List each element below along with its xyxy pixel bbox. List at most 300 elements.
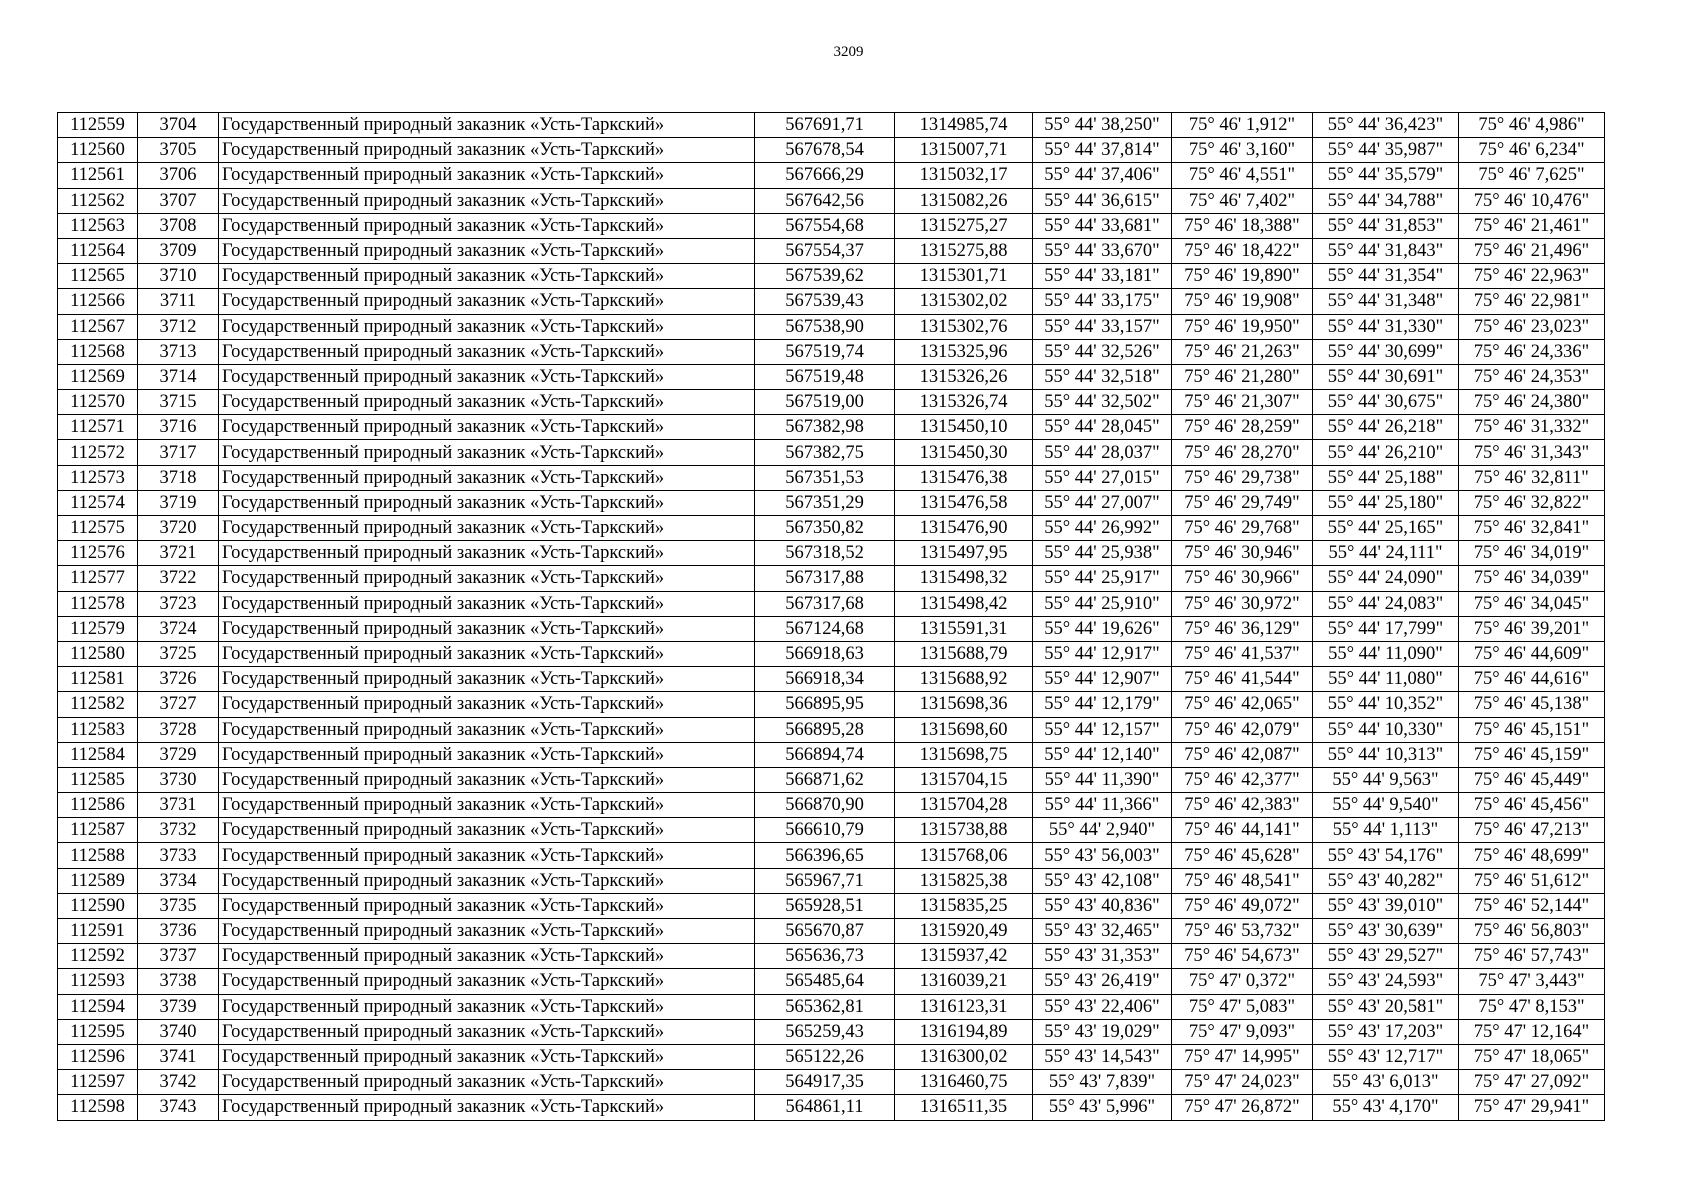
latitude-1-cell: 55° 44' 36,615": [1033, 188, 1172, 213]
longitude-2-cell: 75° 46' 21,461": [1459, 213, 1605, 238]
zone-name-cell: Государственный природный заказник «Усть-Таркский»: [219, 843, 755, 868]
x-coordinate-cell: 567539,62: [755, 264, 895, 289]
latitude-1-cell: 55° 43' 56,003": [1033, 843, 1172, 868]
x-coordinate-cell: 567351,29: [755, 490, 895, 515]
y-coordinate-cell: 1315825,38: [895, 868, 1033, 893]
zone-name-cell: Государственный природный заказник «Усть-Таркский»: [219, 944, 755, 969]
row-id-cell: 112592: [58, 944, 138, 969]
x-coordinate-cell: 565485,64: [755, 969, 895, 994]
latitude-2-cell: 55° 44' 24,083": [1313, 591, 1459, 616]
latitude-1-cell: 55° 43' 22,406": [1033, 994, 1172, 1019]
zone-name-cell: Государственный природный заказник «Усть-Таркский»: [219, 969, 755, 994]
longitude-2-cell: 75° 46' 21,496": [1459, 238, 1605, 263]
zone-name-cell: Государственный природный заказник «Усть-Таркский»: [219, 163, 755, 188]
y-coordinate-cell: 1315450,30: [895, 440, 1033, 465]
point-number-cell: 3723: [138, 591, 219, 616]
y-coordinate-cell: 1315688,92: [895, 667, 1033, 692]
longitude-2-cell: 75° 46' 57,743": [1459, 944, 1605, 969]
row-id-cell: 112559: [58, 113, 138, 138]
latitude-2-cell: 55° 43' 30,639": [1313, 919, 1459, 944]
row-id-cell: 112584: [58, 742, 138, 767]
x-coordinate-cell: 565122,26: [755, 1044, 895, 1069]
y-coordinate-cell: 1315082,26: [895, 188, 1033, 213]
x-coordinate-cell: 567678,54: [755, 138, 895, 163]
point-number-cell: 3742: [138, 1070, 219, 1095]
point-number-cell: 3725: [138, 641, 219, 666]
point-number-cell: 3721: [138, 541, 219, 566]
longitude-1-cell: 75° 46' 36,129": [1172, 616, 1313, 641]
latitude-2-cell: 55° 44' 31,843": [1313, 238, 1459, 263]
x-coordinate-cell: 567554,37: [755, 238, 895, 263]
x-coordinate-cell: 567351,53: [755, 465, 895, 490]
row-id-cell: 112561: [58, 163, 138, 188]
longitude-2-cell: 75° 46' 22,981": [1459, 289, 1605, 314]
point-number-cell: 3704: [138, 113, 219, 138]
longitude-2-cell: 75° 46' 51,612": [1459, 868, 1605, 893]
longitude-2-cell: 75° 46' 6,234": [1459, 138, 1605, 163]
zone-name-cell: Государственный природный заказник «Усть-Таркский»: [219, 994, 755, 1019]
zone-name-cell: Государственный природный заказник «Усть-Таркский»: [219, 1070, 755, 1095]
x-coordinate-cell: 566895,28: [755, 717, 895, 742]
longitude-2-cell: 75° 46' 45,159": [1459, 742, 1605, 767]
y-coordinate-cell: 1315498,42: [895, 591, 1033, 616]
longitude-2-cell: 75° 46' 32,841": [1459, 516, 1605, 541]
row-id-cell: 112589: [58, 868, 138, 893]
x-coordinate-cell: 567519,00: [755, 390, 895, 415]
latitude-2-cell: 55° 43' 4,170": [1313, 1095, 1459, 1120]
zone-name-cell: Государственный природный заказник «Усть-Таркский»: [219, 238, 755, 263]
latitude-2-cell: 55° 44' 31,330": [1313, 314, 1459, 339]
longitude-2-cell: 75° 46' 32,822": [1459, 490, 1605, 515]
longitude-1-cell: 75° 46' 1,912": [1172, 113, 1313, 138]
latitude-1-cell: 55° 43' 31,353": [1033, 944, 1172, 969]
x-coordinate-cell: 565928,51: [755, 893, 895, 918]
latitude-1-cell: 55° 43' 26,419": [1033, 969, 1172, 994]
table-row: [58, 919, 1605, 944]
x-coordinate-cell: 567124,68: [755, 616, 895, 641]
longitude-2-cell: 75° 46' 24,353": [1459, 364, 1605, 389]
row-id-cell: 112598: [58, 1095, 138, 1120]
table-row: [58, 390, 1605, 415]
row-id-cell: 112568: [58, 339, 138, 364]
point-number-cell: 3714: [138, 364, 219, 389]
longitude-1-cell: 75° 46' 30,972": [1172, 591, 1313, 616]
y-coordinate-cell: 1316300,02: [895, 1044, 1033, 1069]
x-coordinate-cell: 564917,35: [755, 1070, 895, 1095]
y-coordinate-cell: 1315688,79: [895, 641, 1033, 666]
table-row: [58, 289, 1605, 314]
row-id-cell: 112587: [58, 818, 138, 843]
table-row: [58, 364, 1605, 389]
latitude-1-cell: 55° 43' 5,996": [1033, 1095, 1172, 1120]
x-coordinate-cell: 567642,56: [755, 188, 895, 213]
point-number-cell: 3733: [138, 843, 219, 868]
latitude-2-cell: 55° 43' 29,527": [1313, 944, 1459, 969]
row-id-cell: 112565: [58, 264, 138, 289]
row-id-cell: 112573: [58, 465, 138, 490]
longitude-2-cell: 75° 47' 27,092": [1459, 1070, 1605, 1095]
zone-name-cell: Государственный природный заказник «Усть-Таркский»: [219, 717, 755, 742]
latitude-1-cell: 55° 44' 33,175": [1033, 289, 1172, 314]
latitude-2-cell: 55° 43' 54,176": [1313, 843, 1459, 868]
table-row: [58, 213, 1605, 238]
point-number-cell: 3712: [138, 314, 219, 339]
y-coordinate-cell: 1315007,71: [895, 138, 1033, 163]
y-coordinate-cell: 1315698,60: [895, 717, 1033, 742]
point-number-cell: 3707: [138, 188, 219, 213]
zone-name-cell: Государственный природный заказник «Усть-Таркский»: [219, 641, 755, 666]
x-coordinate-cell: 567519,48: [755, 364, 895, 389]
longitude-1-cell: 75° 46' 19,890": [1172, 264, 1313, 289]
table-row: [58, 465, 1605, 490]
latitude-1-cell: 55° 44' 27,015": [1033, 465, 1172, 490]
latitude-1-cell: 55° 44' 33,181": [1033, 264, 1172, 289]
latitude-2-cell: 55° 43' 12,717": [1313, 1044, 1459, 1069]
table-row: [58, 516, 1605, 541]
zone-name-cell: Государственный природный заказник «Усть-Таркский»: [219, 339, 755, 364]
table-row: [58, 1070, 1605, 1095]
longitude-1-cell: 75° 46' 42,079": [1172, 717, 1313, 742]
x-coordinate-cell: 565967,71: [755, 868, 895, 893]
zone-name-cell: Государственный природный заказник «Усть-Таркский»: [219, 138, 755, 163]
longitude-2-cell: 75° 46' 10,476": [1459, 188, 1605, 213]
longitude-1-cell: 75° 46' 45,628": [1172, 843, 1313, 868]
latitude-1-cell: 55° 44' 32,502": [1033, 390, 1172, 415]
row-id-cell: 112562: [58, 188, 138, 213]
zone-name-cell: Государственный природный заказник «Усть-Таркский»: [219, 364, 755, 389]
longitude-1-cell: 75° 47' 26,872": [1172, 1095, 1313, 1120]
zone-name-cell: Государственный природный заказник «Усть-Таркский»: [219, 793, 755, 818]
row-id-cell: 112564: [58, 238, 138, 263]
latitude-2-cell: 55° 44' 9,540": [1313, 793, 1459, 818]
y-coordinate-cell: 1315498,32: [895, 566, 1033, 591]
x-coordinate-cell: 567317,88: [755, 566, 895, 591]
longitude-1-cell: 75° 46' 42,087": [1172, 742, 1313, 767]
latitude-1-cell: 55° 44' 27,007": [1033, 490, 1172, 515]
point-number-cell: 3708: [138, 213, 219, 238]
longitude-2-cell: 75° 46' 52,144": [1459, 893, 1605, 918]
latitude-2-cell: 55° 44' 31,354": [1313, 264, 1459, 289]
row-id-cell: 112588: [58, 843, 138, 868]
longitude-1-cell: 75° 46' 21,280": [1172, 364, 1313, 389]
point-number-cell: 3738: [138, 969, 219, 994]
latitude-1-cell: 55° 44' 25,917": [1033, 566, 1172, 591]
longitude-2-cell: 75° 46' 39,201": [1459, 616, 1605, 641]
x-coordinate-cell: 567317,68: [755, 591, 895, 616]
table-row: [58, 641, 1605, 666]
point-number-cell: 3739: [138, 994, 219, 1019]
x-coordinate-cell: 567539,43: [755, 289, 895, 314]
x-coordinate-cell: 564861,11: [755, 1095, 895, 1120]
zone-name-cell: Государственный природный заказник «Усть-Таркский»: [219, 314, 755, 339]
longitude-1-cell: 75° 46' 29,749": [1172, 490, 1313, 515]
latitude-2-cell: 55° 44' 36,423": [1313, 113, 1459, 138]
longitude-2-cell: 75° 46' 45,449": [1459, 767, 1605, 792]
zone-name-cell: Государственный природный заказник «Усть-Таркский»: [219, 213, 755, 238]
longitude-1-cell: 75° 46' 3,160": [1172, 138, 1313, 163]
x-coordinate-cell: 565670,87: [755, 919, 895, 944]
row-id-cell: 112560: [58, 138, 138, 163]
longitude-1-cell: 75° 46' 19,908": [1172, 289, 1313, 314]
latitude-2-cell: 55° 44' 26,210": [1313, 440, 1459, 465]
longitude-1-cell: 75° 46' 29,768": [1172, 516, 1313, 541]
row-id-cell: 112594: [58, 994, 138, 1019]
longitude-1-cell: 75° 46' 28,270": [1172, 440, 1313, 465]
longitude-1-cell: 75° 46' 42,383": [1172, 793, 1313, 818]
zone-name-cell: Государственный природный заказник «Усть-Таркский»: [219, 742, 755, 767]
longitude-2-cell: 75° 46' 32,811": [1459, 465, 1605, 490]
longitude-2-cell: 75° 46' 31,343": [1459, 440, 1605, 465]
latitude-2-cell: 55° 44' 25,180": [1313, 490, 1459, 515]
row-id-cell: 112563: [58, 213, 138, 238]
longitude-1-cell: 75° 47' 0,372": [1172, 969, 1313, 994]
table-row: [58, 818, 1605, 843]
y-coordinate-cell: 1316194,89: [895, 1019, 1033, 1044]
y-coordinate-cell: 1315591,31: [895, 616, 1033, 641]
longitude-1-cell: 75° 46' 7,402": [1172, 188, 1313, 213]
y-coordinate-cell: 1315325,96: [895, 339, 1033, 364]
longitude-2-cell: 75° 46' 22,963": [1459, 264, 1605, 289]
latitude-1-cell: 55° 44' 25,910": [1033, 591, 1172, 616]
y-coordinate-cell: 1315704,15: [895, 767, 1033, 792]
y-coordinate-cell: 1315920,49: [895, 919, 1033, 944]
longitude-2-cell: 75° 46' 45,151": [1459, 717, 1605, 742]
longitude-2-cell: 75° 46' 56,803": [1459, 919, 1605, 944]
latitude-2-cell: 55° 44' 10,313": [1313, 742, 1459, 767]
latitude-2-cell: 55° 43' 24,593": [1313, 969, 1459, 994]
zone-name-cell: Государственный природный заказник «Усть-Таркский»: [219, 1019, 755, 1044]
y-coordinate-cell: 1316511,35: [895, 1095, 1033, 1120]
latitude-1-cell: 55° 44' 32,526": [1033, 339, 1172, 364]
latitude-1-cell: 55° 44' 12,157": [1033, 717, 1172, 742]
latitude-1-cell: 55° 44' 38,250": [1033, 113, 1172, 138]
page-number: 3209: [833, 44, 864, 60]
latitude-1-cell: 55° 44' 19,626": [1033, 616, 1172, 641]
latitude-2-cell: 55° 44' 10,330": [1313, 717, 1459, 742]
latitude-1-cell: 55° 44' 28,037": [1033, 440, 1172, 465]
point-number-cell: 3711: [138, 289, 219, 314]
point-number-cell: 3715: [138, 390, 219, 415]
x-coordinate-cell: 565259,43: [755, 1019, 895, 1044]
point-number-cell: 3732: [138, 818, 219, 843]
latitude-1-cell: 55° 43' 32,465": [1033, 919, 1172, 944]
latitude-2-cell: 55° 44' 25,188": [1313, 465, 1459, 490]
longitude-2-cell: 75° 46' 45,138": [1459, 692, 1605, 717]
point-number-cell: 3730: [138, 767, 219, 792]
table-row: [58, 113, 1605, 138]
longitude-1-cell: 75° 46' 21,263": [1172, 339, 1313, 364]
latitude-1-cell: 55° 44' 28,045": [1033, 415, 1172, 440]
zone-name-cell: Государственный природный заказник «Усть-Таркский»: [219, 667, 755, 692]
table-row: [58, 994, 1605, 1019]
latitude-2-cell: 55° 44' 31,853": [1313, 213, 1459, 238]
latitude-1-cell: 55° 44' 33,681": [1033, 213, 1172, 238]
longitude-2-cell: 75° 47' 29,941": [1459, 1095, 1605, 1120]
zone-name-cell: Государственный природный заказник «Усть-Таркский»: [219, 490, 755, 515]
row-id-cell: 112567: [58, 314, 138, 339]
zone-name-cell: Государственный природный заказник «Усть-Таркский»: [219, 264, 755, 289]
point-number-cell: 3735: [138, 893, 219, 918]
longitude-1-cell: 75° 46' 54,673": [1172, 944, 1313, 969]
longitude-1-cell: 75° 46' 29,738": [1172, 465, 1313, 490]
latitude-2-cell: 55° 44' 25,165": [1313, 516, 1459, 541]
latitude-1-cell: 55° 43' 7,839": [1033, 1070, 1172, 1095]
longitude-1-cell: 75° 47' 14,995": [1172, 1044, 1313, 1069]
longitude-1-cell: 75° 46' 4,551": [1172, 163, 1313, 188]
latitude-2-cell: 55° 44' 35,987": [1313, 138, 1459, 163]
point-number-cell: 3743: [138, 1095, 219, 1120]
table-row: [58, 793, 1605, 818]
y-coordinate-cell: 1315275,27: [895, 213, 1033, 238]
longitude-1-cell: 75° 47' 5,083": [1172, 994, 1313, 1019]
latitude-2-cell: 55° 44' 24,090": [1313, 566, 1459, 591]
row-id-cell: 112597: [58, 1070, 138, 1095]
table-row: [58, 1019, 1605, 1044]
row-id-cell: 112572: [58, 440, 138, 465]
latitude-1-cell: 55° 44' 12,140": [1033, 742, 1172, 767]
zone-name-cell: Государственный природный заказник «Усть-Таркский»: [219, 591, 755, 616]
latitude-1-cell: 55° 44' 33,157": [1033, 314, 1172, 339]
y-coordinate-cell: 1315476,90: [895, 516, 1033, 541]
row-id-cell: 112569: [58, 364, 138, 389]
x-coordinate-cell: 566870,90: [755, 793, 895, 818]
table-row: [58, 163, 1605, 188]
y-coordinate-cell: 1315698,75: [895, 742, 1033, 767]
table-row: [58, 843, 1605, 868]
row-id-cell: 112596: [58, 1044, 138, 1069]
table-row: [58, 541, 1605, 566]
x-coordinate-cell: 567691,71: [755, 113, 895, 138]
point-number-cell: 3713: [138, 339, 219, 364]
zone-name-cell: Государственный природный заказник «Усть-Таркский»: [219, 692, 755, 717]
latitude-1-cell: 55° 44' 12,179": [1033, 692, 1172, 717]
row-id-cell: 112586: [58, 793, 138, 818]
longitude-2-cell: 75° 46' 48,699": [1459, 843, 1605, 868]
point-number-cell: 3710: [138, 264, 219, 289]
y-coordinate-cell: 1315032,17: [895, 163, 1033, 188]
zone-name-cell: Государственный природный заказник «Усть-Таркский»: [219, 818, 755, 843]
y-coordinate-cell: 1315698,36: [895, 692, 1033, 717]
table-row: [58, 767, 1605, 792]
longitude-2-cell: 75° 46' 34,045": [1459, 591, 1605, 616]
table-row: [58, 616, 1605, 641]
latitude-2-cell: 55° 44' 24,111": [1313, 541, 1459, 566]
zone-name-cell: Государственный природный заказник «Усть-Таркский»: [219, 415, 755, 440]
row-id-cell: 112582: [58, 692, 138, 717]
point-number-cell: 3731: [138, 793, 219, 818]
longitude-2-cell: 75° 46' 4,986": [1459, 113, 1605, 138]
x-coordinate-cell: 566871,62: [755, 767, 895, 792]
latitude-1-cell: 55° 44' 37,406": [1033, 163, 1172, 188]
longitude-2-cell: 75° 46' 24,336": [1459, 339, 1605, 364]
longitude-1-cell: 75° 46' 30,946": [1172, 541, 1313, 566]
longitude-1-cell: 75° 46' 28,259": [1172, 415, 1313, 440]
y-coordinate-cell: 1315326,74: [895, 390, 1033, 415]
y-coordinate-cell: 1315738,88: [895, 818, 1033, 843]
table-row: [58, 415, 1605, 440]
longitude-1-cell: 75° 46' 30,966": [1172, 566, 1313, 591]
row-id-cell: 112581: [58, 667, 138, 692]
latitude-2-cell: 55° 44' 30,691": [1313, 364, 1459, 389]
x-coordinate-cell: 567318,52: [755, 541, 895, 566]
latitude-1-cell: 55° 44' 32,518": [1033, 364, 1172, 389]
longitude-2-cell: 75° 46' 44,616": [1459, 667, 1605, 692]
row-id-cell: 112576: [58, 541, 138, 566]
point-number-cell: 3729: [138, 742, 219, 767]
table-row: [58, 1044, 1605, 1069]
x-coordinate-cell: 567350,82: [755, 516, 895, 541]
longitude-1-cell: 75° 46' 42,377": [1172, 767, 1313, 792]
zone-name-cell: Государственный природный заказник «Усть-Таркский»: [219, 893, 755, 918]
row-id-cell: 112591: [58, 919, 138, 944]
x-coordinate-cell: 566918,34: [755, 667, 895, 692]
zone-name-cell: Государственный природный заказник «Усть-Таркский»: [219, 767, 755, 792]
zone-name-cell: Государственный природный заказник «Усть-Таркский»: [219, 616, 755, 641]
longitude-1-cell: 75° 46' 44,141": [1172, 818, 1313, 843]
zone-name-cell: Государственный природный заказник «Усть-Таркский»: [219, 516, 755, 541]
zone-name-cell: Государственный природный заказник «Усть-Таркский»: [219, 541, 755, 566]
latitude-2-cell: 55° 44' 30,699": [1313, 339, 1459, 364]
y-coordinate-cell: 1315768,06: [895, 843, 1033, 868]
point-number-cell: 3705: [138, 138, 219, 163]
zone-name-cell: Государственный природный заказник «Усть-Таркский»: [219, 113, 755, 138]
latitude-2-cell: 55° 44' 31,348": [1313, 289, 1459, 314]
table-row: [58, 339, 1605, 364]
x-coordinate-cell: 567519,74: [755, 339, 895, 364]
latitude-2-cell: 55° 44' 1,113": [1313, 818, 1459, 843]
latitude-2-cell: 55° 43' 20,581": [1313, 994, 1459, 1019]
x-coordinate-cell: 566918,63: [755, 641, 895, 666]
point-number-cell: 3727: [138, 692, 219, 717]
point-number-cell: 3734: [138, 868, 219, 893]
table-row: [58, 490, 1605, 515]
longitude-2-cell: 75° 46' 47,213": [1459, 818, 1605, 843]
table-row: [58, 188, 1605, 213]
latitude-2-cell: 55° 43' 39,010": [1313, 893, 1459, 918]
row-id-cell: 112570: [58, 390, 138, 415]
x-coordinate-cell: 566894,74: [755, 742, 895, 767]
point-number-cell: 3724: [138, 616, 219, 641]
row-id-cell: 112566: [58, 289, 138, 314]
longitude-2-cell: 75° 46' 45,456": [1459, 793, 1605, 818]
row-id-cell: 112595: [58, 1019, 138, 1044]
latitude-2-cell: 55° 44' 26,218": [1313, 415, 1459, 440]
y-coordinate-cell: 1315476,58: [895, 490, 1033, 515]
longitude-1-cell: 75° 46' 48,541": [1172, 868, 1313, 893]
row-id-cell: 112583: [58, 717, 138, 742]
y-coordinate-cell: 1315326,26: [895, 364, 1033, 389]
y-coordinate-cell: 1315302,76: [895, 314, 1033, 339]
table-row: [58, 238, 1605, 263]
row-id-cell: 112593: [58, 969, 138, 994]
row-id-cell: 112579: [58, 616, 138, 641]
latitude-1-cell: 55° 44' 12,907": [1033, 667, 1172, 692]
table-row: [58, 138, 1605, 163]
zone-name-cell: Государственный природный заказник «Усть-Таркский»: [219, 188, 755, 213]
y-coordinate-cell: 1315704,28: [895, 793, 1033, 818]
y-coordinate-cell: 1315275,88: [895, 238, 1033, 263]
row-id-cell: 112590: [58, 893, 138, 918]
longitude-1-cell: 75° 46' 41,544": [1172, 667, 1313, 692]
y-coordinate-cell: 1315497,95: [895, 541, 1033, 566]
table-row: [58, 1095, 1605, 1120]
point-number-cell: 3740: [138, 1019, 219, 1044]
row-id-cell: 112575: [58, 516, 138, 541]
longitude-2-cell: 75° 46' 34,019": [1459, 541, 1605, 566]
latitude-1-cell: 55° 44' 33,670": [1033, 238, 1172, 263]
x-coordinate-cell: 567382,75: [755, 440, 895, 465]
latitude-1-cell: 55° 43' 19,029": [1033, 1019, 1172, 1044]
